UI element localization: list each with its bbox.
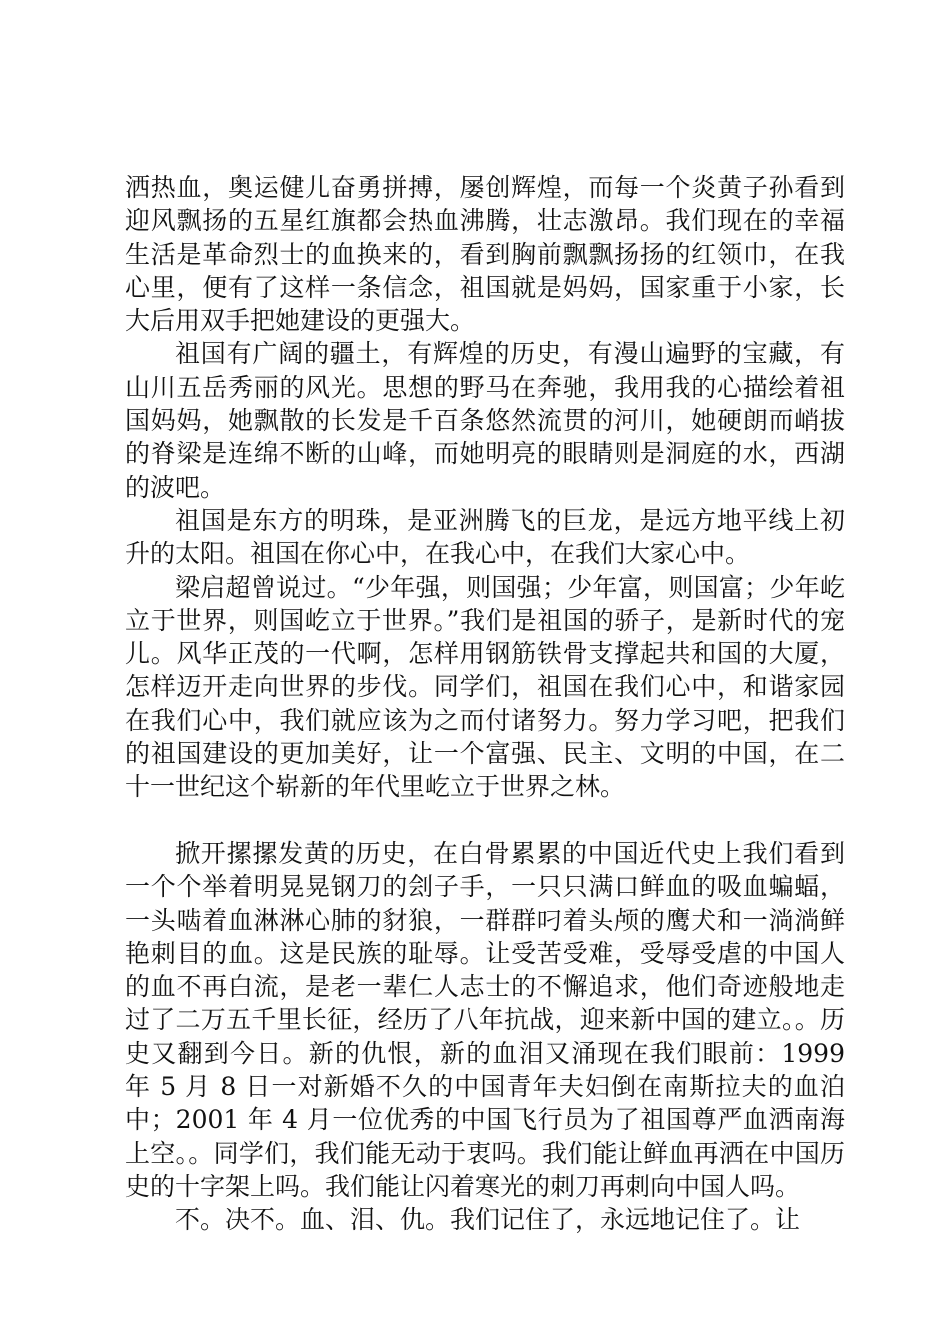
paragraph-continued: 洒热血，奥运健儿奋勇拼搏，屡创辉煌，而每一个炎黄子孙看到迎风飘扬的五星红旗都会热血沸腾，壮志激昂。我们现在的幸福生活是革命烈士的血换来的，看到胸前飘飘扬扬的红领巾，在我心里，便有了这样一条信念，祖国就是妈妈，国家重于小家，长大后用双手把她建设的更强大。	[125, 173, 845, 336]
paragraph-motherland-landscape: 祖国有广阔的疆土，有辉煌的历史，有漫山遍野的宝藏，有山川五岳秀丽的风光。思想的野马在奔驰，我用我的心描绘着祖国妈妈，她飘散的长发是千百条悠然流贯的河川，她硬朗而峭拔的脊梁是连绵不断的山峰，而她明亮的眼睛则是洞庭的水，西湖的波吧。	[125, 339, 845, 502]
document-body	[125, 171, 845, 1237]
paragraph-modern-history: 掀开摞摞发黄的历史，在白骨累累的中国近代史上我们看到一个个举着明晃晃钢刀的刽子手，一只只满口鲜血的吸血蝙蝠，一头啮着血淋淋心肺的豺狼，一群群叼着头颅的鹰犬和一淌淌鲜艳刺目的血。这是民族的耻辱。让受苦受难，受辱受虐的中国人的血不再白流，是老一辈仁人志士的不懈追求，他们奇迹般地走过了二万五千里长征，经历了八年抗战，迎来新中国的建立。。历史又翻到今日。新的仇恨，新的血泪又涌现在我们眼前：1999 年 5 月 8 日一对新婚不久的中国青年夫妇倒在南斯拉夫的血泊中；2001 年 4 月一位优秀的中国飞行员为了祖国尊严血洒南海上空。。同学们，我们能无动于衷吗。我们能让鲜血再洒在中国历史的十字架上吗。我们能让闪着寒光的刺刀再刺向中国人吗。	[125, 838, 845, 1201]
paragraph-liang-qichao-quote: 梁启超曾说过。“少年强，则国强；少年富，则国富；少年屹立于世界，则国屹立于世界。”我们是祖国的骄子，是新时代的宠儿。风华正茂的一代啊，怎样用钢筋铁骨支撑起共和国的大厦，怎样迈开走向世界的步伐。同学们，祖国在我们心中，和谐家园在我们心中，我们就应该为之而付诸努力。努力学习吧，把我们的祖国建设的更加美好，让一个富强、民主、文明的中国，在二十一世纪这个崭新的年代里屹立于世界之林。	[125, 572, 845, 802]
paragraph-spacer	[125, 804, 845, 837]
paragraph-never-forget: 不。决不。血、泪、仇。我们记住了，永远地记住了。让	[175, 1205, 801, 1235]
paragraph-eastern-pearl: 祖国是东方的明珠，是亚洲腾飞的巨龙，是远方地平线上初升的太阳。祖国在你心中，在我心中，在我们大家心中。	[125, 505, 845, 569]
